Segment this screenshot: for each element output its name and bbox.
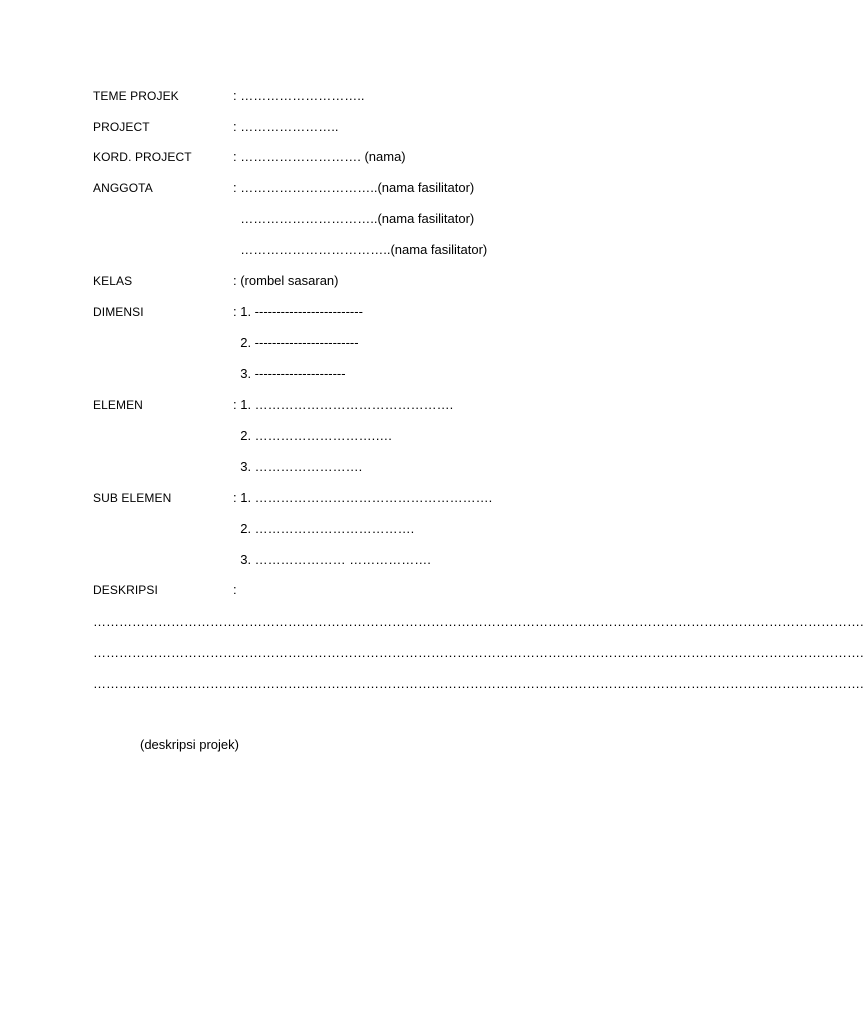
field-deskripsi bbox=[0, 580, 768, 600]
field-value: : bbox=[233, 582, 237, 597]
field-value: : ……………………….. bbox=[233, 88, 365, 103]
field-value: : ………………………. (nama) bbox=[233, 149, 406, 164]
field-value: : 1. ………………………………………. bbox=[233, 397, 454, 412]
field-label: KORD. PROJECT bbox=[93, 150, 192, 164]
field-value: : 1. ------------------------- bbox=[233, 304, 363, 319]
field-elemen-3 bbox=[0, 457, 768, 477]
field-value: 3. --------------------- bbox=[233, 366, 346, 381]
field-project bbox=[0, 117, 768, 137]
field-label: ANGGOTA bbox=[93, 181, 153, 195]
field-sub-elemen bbox=[0, 488, 768, 508]
field-label: ELEMEN bbox=[93, 398, 143, 412]
description-line: ……………………………………………………………………………………………………………………………………………………………. bbox=[93, 676, 864, 691]
field-elemen bbox=[0, 395, 768, 415]
field-anggota-2 bbox=[0, 209, 768, 229]
field-value: 3. ……………………. bbox=[233, 459, 363, 474]
field-label: SUB ELEMEN bbox=[93, 491, 172, 505]
description-line: ……………………………………………………………………………………………………………………………………………………………. bbox=[93, 645, 864, 660]
field-label: KELAS bbox=[93, 274, 133, 288]
field-value: 3. ………………… ………………. bbox=[233, 552, 431, 567]
field-sub-elemen-3 bbox=[0, 550, 768, 570]
field-kelas bbox=[0, 271, 768, 291]
field-value: : (rombel sasaran) bbox=[233, 273, 339, 288]
field-label: DESKRIPSI bbox=[93, 583, 158, 597]
field-anggota-3 bbox=[0, 240, 768, 260]
field-label: DIMENSI bbox=[93, 305, 144, 319]
field-label: TEME PROJEK bbox=[93, 89, 179, 103]
field-sub-elemen-2 bbox=[0, 519, 768, 539]
field-dimensi-3 bbox=[0, 364, 768, 384]
field-value: …………………………..(nama fasilitator) bbox=[233, 211, 475, 226]
field-value: 2. ……………………….…. bbox=[233, 428, 392, 443]
description-line: ……………………………………………………………………………………………………………………………………………………………. bbox=[93, 614, 864, 629]
field-value: 2. ………………………………. bbox=[233, 521, 415, 536]
field-value: ……………………………..(nama fasilitator) bbox=[233, 242, 488, 257]
field-value: : 1. ………………………………………………. bbox=[233, 490, 493, 505]
field-dimensi bbox=[0, 302, 768, 322]
field-dimensi-2 bbox=[0, 333, 768, 353]
field-anggota bbox=[0, 178, 768, 198]
field-value: 2. ------------------------ bbox=[233, 335, 359, 350]
field-value: : ………………….. bbox=[233, 119, 339, 134]
description-caption: (deskripsi projek) bbox=[140, 737, 239, 752]
field-value: : …………………………..(nama fasilitator) bbox=[233, 180, 475, 195]
field-elemen-2 bbox=[0, 426, 768, 446]
field-kord-project bbox=[0, 147, 768, 167]
field-label: PROJECT bbox=[93, 120, 150, 134]
field-teme-projek bbox=[0, 86, 768, 106]
